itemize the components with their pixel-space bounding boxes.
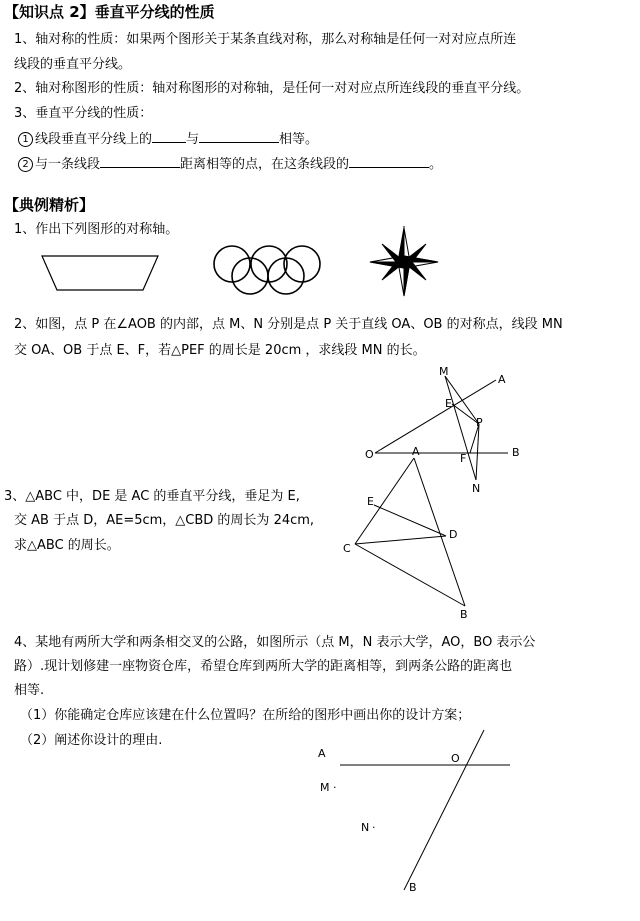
label-f: F — [460, 452, 467, 465]
question-4-sub-1: （1）你能确定仓库应该建在什么位置吗？在所给的图形中画出你的设计方案； — [20, 708, 471, 723]
question-2-line-2: 交 OA、OB 于点 E、F，若△PEF 的周长是 20cm ，求线段 MN 的长。 — [14, 343, 426, 358]
label-p: P — [476, 416, 483, 429]
question-4-line-1: 4、某地有两所大学和两条相交叉的公路，如图所示（点 M，N 表示大学，AO，BO 表示公 — [14, 635, 536, 650]
property-1-line-2: 线段的垂直平分线。 — [14, 57, 132, 72]
question-3-line-1: 3、△ABC 中，DE 是 AC 的垂直平分线，垂足为 E, — [4, 489, 300, 504]
label-b: B — [460, 608, 468, 621]
question-3-line-2: 交 AB 于点 D，AE=5cm，△CBD 的周长为 24cm, — [14, 513, 315, 528]
question-1: 1、作出下列图形的对称轴。 — [14, 222, 179, 237]
label-m: M — [320, 781, 330, 794]
question-4-sub-2: （2）阐述你设计的理由. — [20, 733, 163, 748]
fill-blank-item-2: 2 与一条线段 距离相等的点，在这条线段的 。 — [18, 155, 442, 173]
question-3-line-3: 求△ABC 的周长。 — [14, 538, 120, 553]
label-c: C — [343, 542, 351, 555]
property-2: 2、轴对称图形的性质：轴对称图形的对称轴，是任何一对对应点所连线段的垂直平分线。 — [14, 81, 530, 96]
label-o: O — [365, 448, 374, 461]
examples-title: 【典例精析】 — [4, 196, 95, 214]
circled-number: 2 — [18, 157, 33, 172]
label-e: E — [367, 495, 374, 508]
label-n: N — [472, 482, 481, 495]
question-4-line-3: 相等. — [14, 683, 45, 698]
label-n: N — [361, 821, 370, 834]
question-2-line-1: 2、如图，点 P 在∠AOB 的内部，点 M、N 分别是点 P 关于直线 OA、OB 的对称点，线段 MN — [14, 317, 563, 332]
section-title: 【知识点 2】垂直平分线的性质 — [4, 3, 215, 21]
point-n-dot: · — [372, 821, 376, 834]
label-m: M — [439, 365, 449, 378]
label-b: B — [512, 446, 520, 459]
property-1-line-1: 1、轴对称的性质：如果两个图形关于某条直线对称，那么对称轴是任何一对对应点所连 — [14, 32, 517, 47]
label-a: A — [498, 373, 506, 386]
label-b: B — [409, 881, 417, 894]
fill-blank-item-1: 1 线段垂直平分线上的 与 相等。 — [18, 130, 318, 148]
circled-number: 1 — [18, 132, 33, 147]
label-a: A — [412, 445, 420, 458]
label-a: A — [318, 747, 326, 760]
question-4-line-2: 路）.现计划修建一座物资仓库，希望仓库到两所大学的距离相等，到两条公路的距离也 — [14, 659, 513, 674]
point-m-dot: · — [333, 781, 337, 794]
label-e: E — [445, 397, 452, 410]
label-o: O — [451, 752, 460, 765]
road-bo — [404, 730, 484, 890]
property-3: 3、垂直平分线的性质： — [14, 106, 153, 121]
label-d: D — [449, 528, 458, 541]
